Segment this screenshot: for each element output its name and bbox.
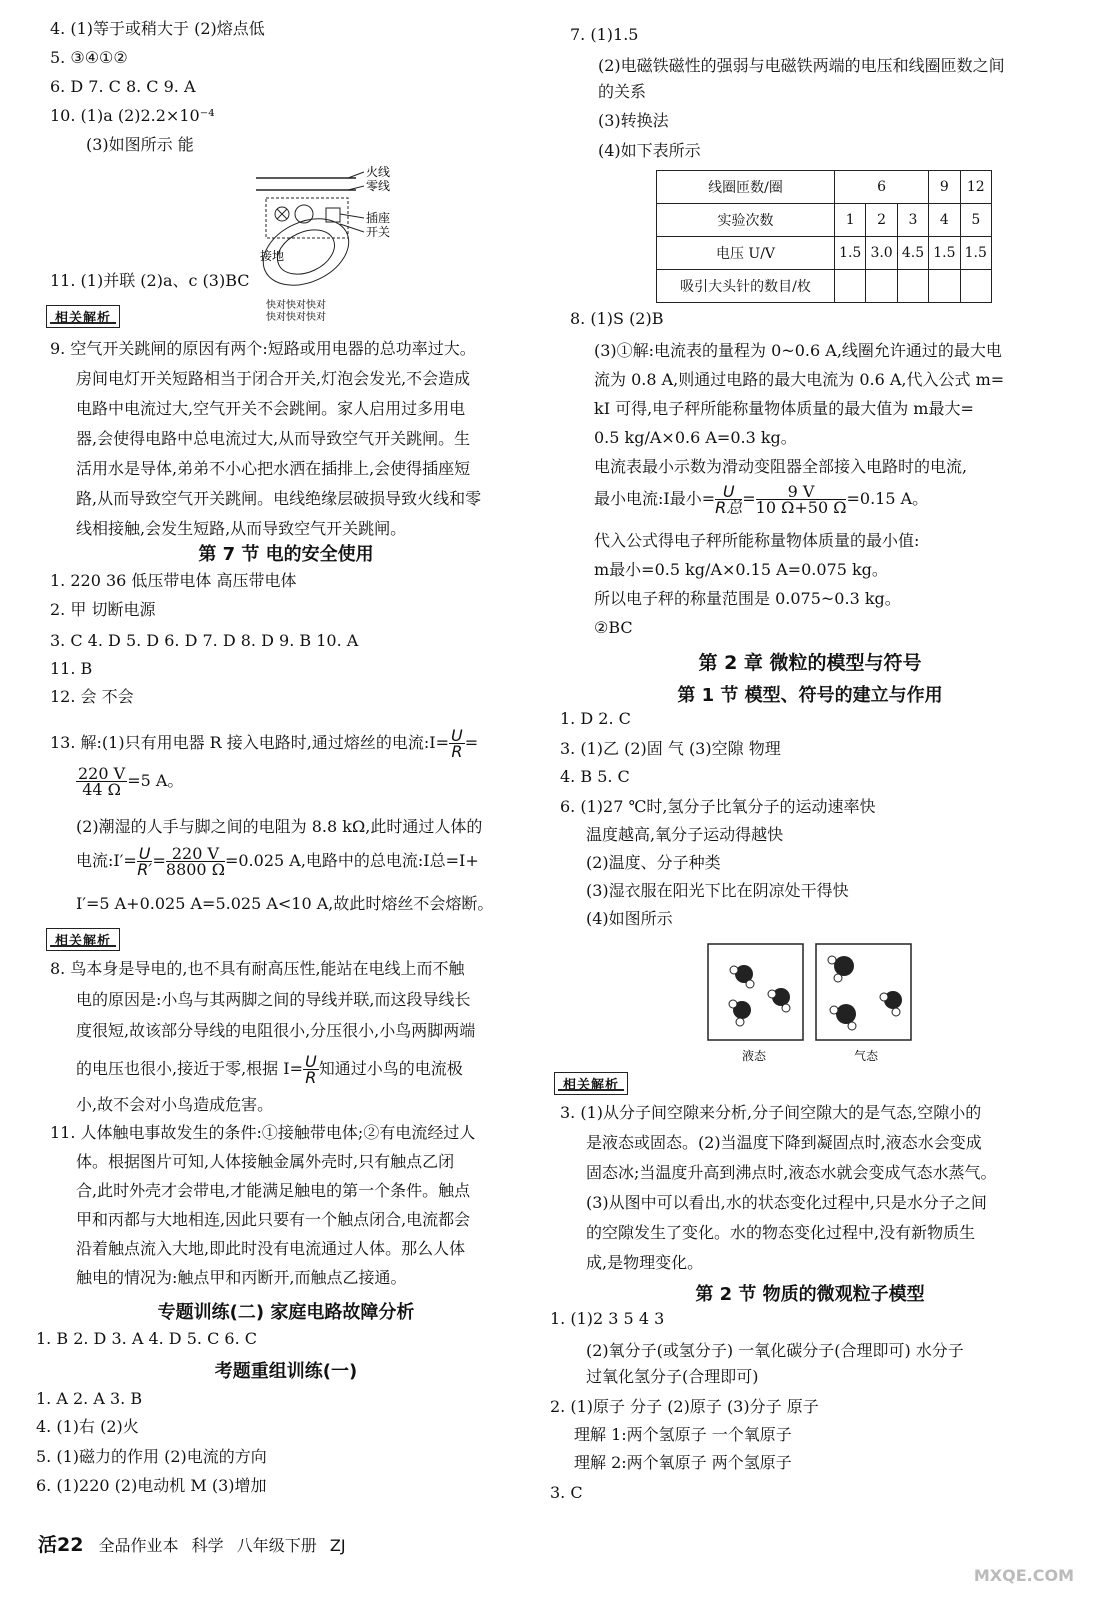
c6-line: (4)如图所示 [586, 909, 673, 928]
related-analysis-tag-2: 相关解析 [46, 928, 120, 951]
s7-q13-line4: 电流:I′= $\frac{U}{R'}$ = $\frac{220 V}{8800 \Omega}$ =0.025 A,电路中的总电流:I总=I+ [76, 844, 479, 879]
table-cell: 1.5 [835, 237, 866, 270]
table-label-voltage: 电压 U/V [657, 237, 835, 270]
s7-q2: 2. 甲 切断电源 [50, 600, 156, 619]
exam-q1-3: 1. A 2. A 3. B [36, 1389, 143, 1408]
c-q1-2: 1. D 2. C [560, 709, 631, 728]
diagram-note-2: 快对快对快对 [266, 312, 326, 322]
c6-line: (3)湿衣服在阳光下比在阴凉处干得快 [586, 881, 849, 900]
table-cell: 2 [866, 204, 897, 237]
p-q1a: 1. (1)2 3 5 4 3 [550, 1309, 665, 1328]
s7-q13-line5: I′=5 A+0.025 A=5.025 A<10 A,故此时熔丝不会熔断。 [76, 894, 494, 913]
p-q2c: 理解 2:两个氧原子 两个氢原子 [574, 1453, 792, 1472]
q8b-line: 电流表最小示数为滑动变阻器全部接入电路时的电流, [594, 457, 968, 476]
circuit-diagram [236, 162, 436, 322]
expl8-line: 8. 鸟本身是导电的,也不具有耐高压性,能站在电线上而不触 [50, 959, 465, 978]
grade: 八年级下册 [236, 1536, 317, 1555]
p-q2b: 理解 1:两个氢原子 一个氧原子 [574, 1425, 792, 1444]
answer-q7a: 7. (1)1.5 [570, 25, 639, 44]
expl9-line: 器,会使得电路中总电流过大,从而导致空气开关跳闸。生 [76, 429, 471, 448]
answer-q7c: 的关系 [598, 82, 647, 101]
table-cell: 1.5 [960, 237, 991, 270]
answer-q11: 11. (1)并联 (2)a、c (3)BC [50, 271, 250, 290]
expl3-line: 成,是物理变化。 [586, 1253, 704, 1272]
exam-q4: 4. (1)右 (2)火 [36, 1417, 139, 1436]
related-analysis-tag-3: 相关解析 [554, 1072, 628, 1095]
section-1-title: 第 1 节 模型、符号的建立与作用 [677, 685, 943, 706]
edition: ZJ [329, 1536, 346, 1555]
s7-q13-line3: (2)潮湿的人手与脚之间的电阻为 8.8 kΩ,此时通过人体的 [76, 817, 483, 836]
related-analysis-tag-1: 相关解析 [46, 305, 120, 328]
q8b-line: 流为 0.8 A,则通过电路的最大电流为 0.6 A,代入公式 m= [594, 370, 1005, 389]
expl11-line: 合,此时外壳才会带电,才能满足触电的第一个条件。触点 [76, 1181, 471, 1200]
explanation-8-line5: 小,故不会对小鸟造成危害。 [76, 1095, 274, 1114]
expl8-line: 电的原因是:小鸟与其两脚之间的导线并联,而这段导线长 [76, 990, 471, 1009]
table-cell: 12 [960, 171, 991, 204]
exam-q5: 5. (1)磁力的作用 (2)电流的方向 [36, 1447, 267, 1466]
q8b-line: 0.5 kg/A×0.6 A=0.3 kg。 [594, 428, 797, 447]
p-q1b: (2)氧分子(或氢分子) 一氧化碳分子(合理即可) 水分子 [586, 1341, 964, 1360]
answer-q8-min-current: 最小电流:I最小= $\frac{U}{\text{R总}}$ = $\frac{9 V}{10 \Omega+50 \Omega}$ =0.15 A。 [594, 482, 929, 517]
s7-q13-line2: $\frac{220 V}{44 \Omega}$ =5 A。 [78, 764, 184, 799]
label-liquid: 液态 [742, 1049, 767, 1063]
p-q3: 3. C [550, 1483, 583, 1502]
table-label-trials: 实验次数 [657, 204, 835, 237]
s7-q1: 1. 220 36 低压带电体 高压带电体 [50, 571, 297, 590]
c-q4-5: 4. B 5. C [560, 767, 630, 786]
answer-q4: 4. (1)等于或稍大于 (2)熔点低 [50, 19, 265, 38]
exam-q6: 6. (1)220 (2)电动机 M (3)增加 [36, 1476, 267, 1495]
table-cell: 4.5 [897, 237, 928, 270]
s7-q3-10: 3. C 4. D 5. D 6. D 7. D 8. D 9. B 10. A [50, 631, 359, 650]
explanation-8-line4: 的电压也很小,接近于零,根据 I= $\frac{U}{R}$ 知通过小鸟的电流极 [76, 1052, 463, 1087]
s7-q11: 11. B [50, 659, 93, 678]
table-cell: 4 [929, 204, 960, 237]
label-zero: 零线 [366, 179, 391, 193]
special-training-2-title: 专题训练(二) 家庭电路故障分析 [157, 1302, 415, 1323]
molecule-figure [706, 942, 926, 1067]
s7-q12: 12. 会 不会 [50, 687, 134, 706]
chapter-2-title: 第 2 章 微粒的模型与符号 [698, 652, 922, 674]
expl11-line: 沿着触点流入大地,即此时没有电流通过人体。那么人体 [76, 1239, 466, 1258]
table-cell: 6 [835, 171, 929, 204]
answer-q7e: (4)如下表所示 [598, 141, 701, 160]
q8c-line: ②BC [594, 618, 633, 637]
q8c-line: 所以电子秤的称量范围是 0.075~0.3 kg。 [594, 589, 901, 608]
exam-regroup-1-title: 考题重组训练(一) [214, 1361, 358, 1382]
expl3-line: 的空隙发生了变化。水的物态变化过程中,没有新物质生 [586, 1223, 976, 1242]
diagram-note-1: 快对快对快对 [266, 300, 326, 311]
c6-line: 温度越高,氧分子运动得越快 [586, 825, 784, 844]
expl9-line: 9. 空气开关跳闸的原因有两个:短路或用电器的总功率过大。 [50, 339, 476, 358]
answer-q7d: (3)转换法 [598, 111, 669, 130]
label-fire: 火线 [366, 165, 391, 179]
experiment-table [656, 170, 992, 303]
expl11-line: 体。根据图片可知,人体接触金属外壳时,只有触点乙闭 [76, 1152, 455, 1171]
table-cell: 3 [897, 204, 928, 237]
p-q2a: 2. (1)原子 分子 (2)原子 (3)分子 原子 [550, 1397, 819, 1416]
expl8-line: 度很短,故该部分导线的电阻很小,分压很小,小鸟两脚两端 [76, 1021, 476, 1040]
subject: 科学 [191, 1536, 224, 1555]
expl3-line: 固态冰;当温度升高到沸点时,液态水就会变成气态水蒸气。 [586, 1163, 997, 1182]
label-ground: 接地 [260, 249, 285, 263]
book-title: 全品作业本 [98, 1536, 179, 1555]
table-cell: 5 [960, 204, 991, 237]
q8c-line: 代入公式得电子秤所能称量物体质量的最小值: [594, 531, 920, 550]
answer-q5: 5. ③④①② [50, 48, 128, 67]
answer-q10b: (3)如图所示 能 [86, 135, 194, 154]
table-label-pins: 吸引大头针的数目/枚 [657, 270, 835, 303]
q8c-line: m最小=0.5 kg/A×0.15 A=0.075 kg。 [594, 560, 888, 579]
page-number: 活22 [38, 1534, 84, 1556]
label-switch: 开关 [366, 225, 391, 239]
c6-line: (2)温度、分子种类 [586, 853, 721, 872]
table-cell: 9 [929, 171, 960, 204]
q8b-line: (3)①解:电流表的量程为 0~0.6 A,线圈允许通过的最大电 [594, 341, 1002, 360]
p-q1c: 过氧化氢分子(合理即可) [586, 1367, 759, 1386]
table-cell: 1.5 [929, 237, 960, 270]
special-training-answers: 1. B 2. D 3. A 4. D 5. C 6. C [36, 1329, 257, 1348]
s7-q13-line1: 13. 解:(1)只有用电器 R 接入电路时,通过熔丝的电流:I= $\frac{U}{R}$ = [50, 726, 479, 761]
expl9-line: 路,从而导致空气开关跳闸。电线绝缘层破损导致火线和零 [76, 489, 482, 508]
section-2-title: 第 2 节 物质的微观粒子模型 [695, 1284, 925, 1305]
expl9-line: 电路中电流过大,空气开关不会跳闸。家人启用过多用电 [76, 399, 466, 418]
answer-q8a: 8. (1)S (2)B [570, 309, 664, 328]
table-cell: 3.0 [866, 237, 897, 270]
answer-q6-9: 6. D 7. C 8. C 9. A [50, 77, 196, 96]
expl3-line: 3. (1)从分子间空隙来分析,分子间空隙大的是气态,空隙小的 [560, 1103, 982, 1122]
table-cell: 1 [835, 204, 866, 237]
c-q3: 3. (1)乙 (2)固 气 (3)空隙 物理 [560, 739, 781, 758]
answer-q7b: (2)电磁铁磁性的强弱与电磁铁两端的电压和线圈匝数之间 [598, 56, 1005, 75]
expl9-line: 房间电灯开关短路相当于闭合开关,灯泡会发光,不会造成 [76, 369, 471, 388]
label-gas: 气态 [854, 1049, 879, 1063]
page-footer [38, 1530, 346, 1557]
expl3-line: (3)从图中可以看出,水的状态变化过程中,只是水分子之间 [586, 1193, 987, 1212]
section-7-title: 第 7 节 电的安全使用 [198, 544, 374, 565]
answer-q10a: 10. (1)a (2)2.2×10⁻⁴ [50, 106, 215, 125]
q8b-line: kI 可得,电子秤所能称量物体质量的最大值为 m最大= [594, 399, 974, 418]
c6-line: 6. (1)27 ℃时,氢分子比氧分子的运动速率快 [560, 797, 876, 816]
expl9-line: 活用水是导体,弟弟不小心把水洒在插排上,会使得插座短 [76, 459, 471, 478]
expl3-line: 是液态或固态。(2)当温度下降到凝固点时,液态水会变成 [586, 1133, 982, 1152]
expl9-line: 线相接触,会发生短路,从而导致空气开关跳闸。 [76, 519, 407, 538]
table-label-turns: 线圈匝数/圈 [657, 171, 835, 204]
expl11-line: 触电的情况为:触点甲和丙断开,而触点乙接通。 [76, 1268, 407, 1287]
label-socket: 插座 [366, 211, 391, 225]
expl11-line: 11. 人体触电事故发生的条件:①接触带电体;②有电流经过人 [50, 1123, 476, 1142]
expl11-line: 甲和丙都与大地相连,因此只要有一个触点闭合,电流都会 [76, 1210, 471, 1229]
watermark: MXQE.COM [973, 1566, 1074, 1585]
